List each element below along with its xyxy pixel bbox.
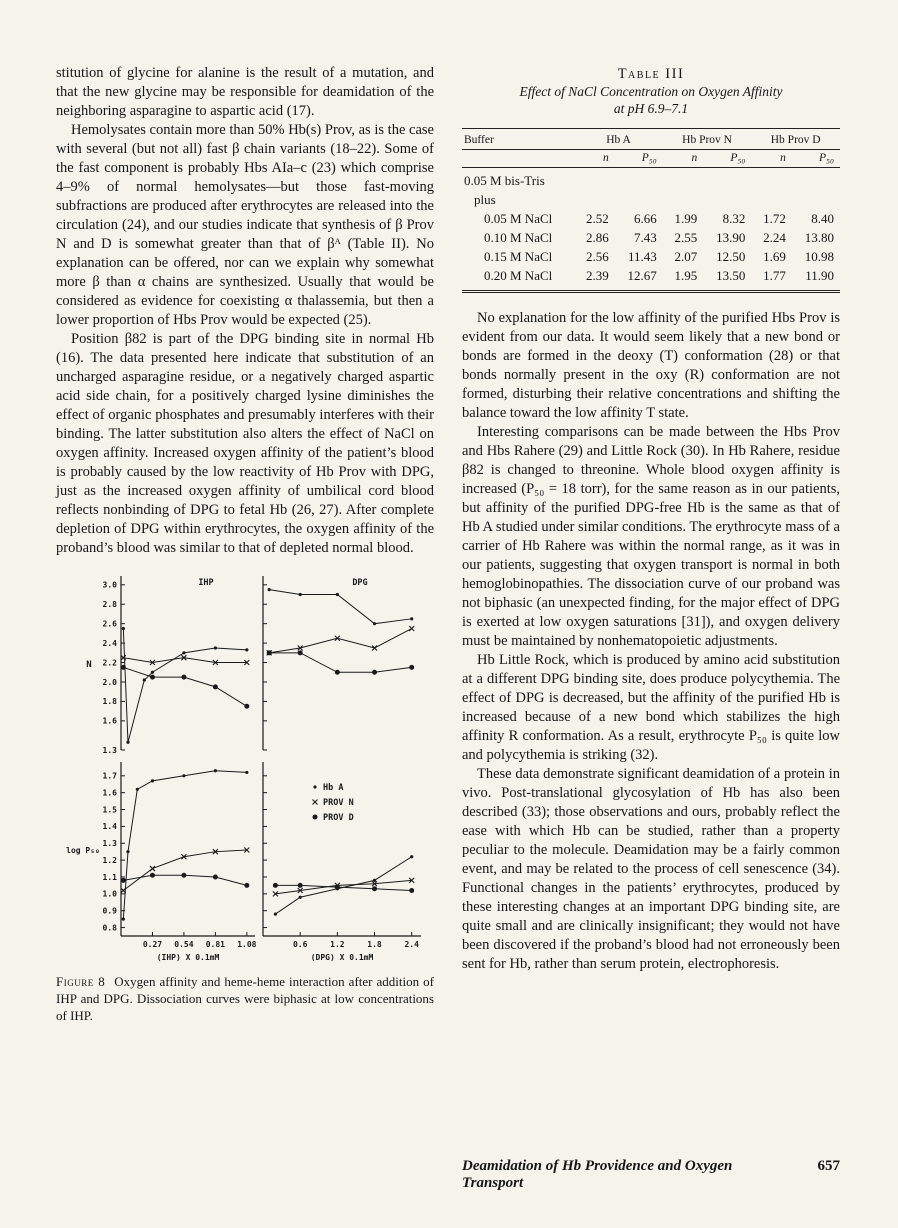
table-cell	[792, 190, 840, 209]
left-column	[56, 64, 434, 1192]
figure8-plot	[59, 564, 431, 970]
svg-text:Hb A: Hb A	[323, 783, 344, 793]
svg-text:(DPG) X 0.1mM: (DPG) X 0.1mM	[310, 953, 374, 962]
table-cell	[615, 168, 663, 191]
svg-text:0.27: 0.27	[142, 940, 163, 949]
table-row-label: 0.15 M NaCl	[484, 249, 553, 264]
paragraph: These data demonstrate significant deamidation of a protein in vivo. Post-translational glycosylation of Hb has also been described (33); those observations and ours, probably reflect the ease with which Hb can be studied, rather than a property peculiar to the molecule. Deamidation may be a fairly common event, and may be related to the process of cell senescence (34). Functional changes in the patients’ erythrocytes, produced by these interesting changes at an important DPG binding site, are quite small and are clinically insignificant; they would not have been discovered if the proband’s blood had not erroneously been sent for Hb, rather than serum protein, electrophoresis.	[462, 766, 840, 972]
table-row	[462, 228, 840, 247]
svg-text:1.3: 1.3	[102, 745, 117, 755]
svg-text:1.8: 1.8	[367, 940, 382, 949]
table-cell: 12.67	[627, 268, 657, 283]
figure8-caption-label: Figure 8	[56, 974, 106, 989]
subheader-p50-3: P₅₀	[792, 150, 840, 168]
table-cell	[574, 168, 615, 191]
subheader-p50-1: P₅₀	[615, 150, 663, 168]
table-3-sub-header-row	[462, 150, 840, 168]
table-cell: 11.90	[805, 268, 834, 283]
table-cell: 1.72	[763, 211, 786, 226]
svg-text:1.4: 1.4	[102, 822, 117, 832]
subheader-n-3: n	[751, 150, 792, 168]
table-3-subtitle-2: at pH 6.9–7.1	[613, 101, 689, 116]
col-header-hb-prov-d: Hb Prov D	[751, 129, 840, 150]
table-3-head	[462, 129, 840, 168]
svg-text:1.6: 1.6	[102, 716, 117, 726]
figure8-chart	[56, 564, 434, 970]
subheader-n-1: n	[574, 150, 615, 168]
figure8-caption-text: Oxygen affinity and heme-heme interaction after addition of IHP and DPG. Dissociation curves were biphasic at low concentrations of IHP.	[56, 974, 435, 1023]
col-header-buffer: Buffer	[462, 129, 574, 150]
table-cell: 12.50	[716, 249, 746, 264]
svg-text:0.8: 0.8	[102, 923, 117, 933]
table-cell: 2.56	[585, 249, 609, 264]
table-row	[462, 190, 840, 209]
table-cell: 13.50	[716, 268, 746, 283]
table-row-label: 0.10 M NaCl	[484, 230, 553, 245]
table-row	[462, 168, 840, 191]
table-cell: 10.98	[804, 249, 834, 264]
table-cell: 11.43	[628, 249, 657, 264]
svg-text:1.0: 1.0	[102, 889, 117, 899]
paragraph: Interesting comparisons can be made between the Hbs Prov and Hbs Rahere (29) and Little Rock (30). In Hb Rahere, residue β82 is changed to threonine. Whole blood oxygen affinity is increased (P₅₀ = 18 torr), for the same reason as in our patients, but affinity of the purified DPG-free Hb is the same as that of Hb A studied under similar conditions. The erythrocyte mass of a carrier of Hb Rahere was within the normal range, as it was in our patients, suggesting that oxygen transport is normal in both hemoglobinopathies. The dissociation curve of our proband was not biphasic (an unexpected finding, for the major effect of DPG is exerted at low oxygen saturations [31]), and oxygen delivery must be maintained by nonhematopoietic adjustments.	[462, 424, 840, 649]
table-cell	[703, 168, 751, 191]
svg-text:1.8: 1.8	[102, 697, 117, 707]
table-3-block	[462, 66, 840, 293]
svg-text:DPG: DPG	[352, 578, 368, 588]
running-footer	[462, 1142, 840, 1192]
svg-text:1.2: 1.2	[330, 940, 345, 949]
table-row-label: plus	[474, 192, 496, 207]
svg-text:2.4: 2.4	[404, 940, 419, 949]
svg-text:PROV D: PROV D	[323, 813, 354, 823]
paragraph: No explanation for the low affinity of the purified Hbs Prov is evident from our data. It would seem likely that a new bond or bonds are formed in the deoxy (T) conformation (28) or that bonds normally present in the oxy (R) conformation are not formed, disturbing their relative concentrations and shifting the balance toward the low affinity T state.	[462, 310, 840, 421]
svg-text:PROV N: PROV N	[323, 798, 354, 808]
table-cell	[751, 190, 792, 209]
table-cell: 1.95	[674, 268, 698, 283]
svg-text:2.0: 2.0	[102, 677, 117, 687]
col-header-hb-a: Hb A	[574, 129, 663, 150]
table-cell: 13.90	[716, 230, 746, 245]
table-row	[462, 266, 840, 292]
svg-text:3.0: 3.0	[102, 580, 117, 590]
svg-text:1.6: 1.6	[102, 788, 117, 798]
table-row-label: 0.05 M NaCl	[484, 211, 553, 226]
table-cell	[703, 190, 751, 209]
svg-text:IHP: IHP	[198, 578, 214, 588]
table-cell: 2.52	[585, 211, 609, 226]
paragraph-continuation: stitution of glycine for alanine is the result of a mutation, and that the new glycine may be responsible for deamidation of the neighboring asparagine to aspartic acid (17).	[56, 65, 434, 119]
figure8-caption	[56, 974, 434, 1024]
paragraph: Position β82 is part of the DPG binding site in normal Hb (16). The data presented here indicate that substitution of an uncharged asparagine residue, or a negatively charged aspartic acid side chain, for a positively charged lysine diminishes the effect of organic phosphates and presumably interferes with their binding. The latter substitution also alters the effect of NaCl on oxygen affinity. Increased oxygen affinity of the patient’s blood is probably caused by the low reactivity of Hb Prov with DPG, just as the increased oxygen affinity of umbilical cord blood reflects nonbinding of DPG to fetal Hb (26, 27). After complete depletion of DPG within erythrocytes, the oxygen affinity of the proband’s blood was similar to that of depleted normal blood.	[56, 331, 434, 556]
table-cell: 2.39	[585, 268, 609, 283]
svg-text:0.54: 0.54	[174, 940, 194, 949]
svg-text:2.8: 2.8	[102, 600, 117, 610]
table-cell	[792, 168, 840, 191]
svg-text:2.4: 2.4	[102, 638, 117, 648]
table-cell: 8.40	[811, 211, 834, 226]
table-cell: 7.43	[634, 230, 657, 245]
subheader-empty	[462, 150, 574, 168]
paragraph: Hb Little Rock, which is produced by amino acid substitution at a different DPG binding site, does produce polycythemia. The effect of DPG is decreased, but the affinity of the purified Hb is increased because of a new bond which stabilizes the high affinity R conformation. As a result, erythrocyte P₅₀ is quite low and polycythemia is striking (32).	[462, 652, 840, 763]
table-row-label: 0.20 M NaCl	[484, 268, 553, 283]
svg-text:1.2: 1.2	[102, 855, 117, 865]
svg-text:1.08: 1.08	[237, 940, 257, 949]
table-cell: 2.86	[585, 230, 609, 245]
running-title: Deamidation of Hb Providence and Oxygen Transport	[462, 1158, 733, 1191]
table-cell: 1.77	[763, 268, 786, 283]
table-row	[462, 247, 840, 266]
table-cell	[663, 168, 704, 191]
subheader-n-2: n	[663, 150, 704, 168]
table-cell: 8.32	[722, 211, 746, 226]
svg-text:N: N	[86, 660, 92, 670]
svg-text:0.9: 0.9	[102, 906, 117, 916]
table-cell	[751, 168, 792, 191]
col-header-hb-prov-n: Hb Prov N	[663, 129, 752, 150]
svg-text:2.2: 2.2	[102, 658, 117, 668]
svg-text:1.5: 1.5	[102, 805, 117, 815]
table-3	[462, 128, 840, 293]
table-row-label: 0.05 M bis-Tris	[464, 173, 545, 188]
table-cell: 2.24	[763, 230, 786, 245]
figure-8	[56, 564, 434, 1024]
svg-text:0.6: 0.6	[292, 940, 308, 949]
paragraph: Hemolysates contain more than 50% Hb(s) Prov, as is the case with several (but not all) fast β chain variants (18–22). Some of the fast component is probably Hbs AIa–c (23) which comprise 4–9% of normal hemolysates—but those fast-moving subfractions are produced after erythrocytes are released into the circulation (24), and our studies indicate that synthesis of β Prov N and D is somewhat greater than that of βᴬ (Table II). No explanation can be offered, nor can we explain why somewhat more β than α chains are synthesized. Usually that would be considered as evidence for coexisting α thalassemia, but then a lower proportion of Hbs Prov would be expected (25).	[56, 122, 434, 328]
right-column	[462, 64, 840, 1192]
svg-text:0.81: 0.81	[205, 940, 226, 949]
table-3-group-header-row	[462, 129, 840, 150]
table-cell: 13.80	[804, 230, 834, 245]
table-cell: 2.55	[674, 230, 698, 245]
table-cell: 6.66	[634, 211, 657, 226]
page-number: 657	[817, 1158, 840, 1174]
table-3-title: Table III	[617, 66, 685, 82]
table-cell	[574, 190, 615, 209]
table-3-body	[462, 168, 840, 292]
table-cell	[663, 190, 704, 209]
svg-text:1.7: 1.7	[102, 771, 117, 781]
table-cell: 1.69	[763, 249, 786, 264]
table-cell	[615, 190, 663, 209]
svg-text:log P₅₀: log P₅₀	[66, 846, 100, 855]
svg-text:(IHP) X 0.1mM: (IHP) X 0.1mM	[156, 953, 220, 962]
table-row	[462, 209, 840, 228]
subheader-p50-2: P₅₀	[703, 150, 751, 168]
table-cell: 2.07	[674, 249, 698, 264]
table-3-subtitle-1: Effect of NaCl Concentration on Oxygen Affinity	[519, 84, 783, 99]
svg-text:1.3: 1.3	[102, 839, 117, 849]
table-cell: 1.99	[674, 211, 698, 226]
svg-text:1.1: 1.1	[102, 872, 117, 882]
svg-text:2.6: 2.6	[102, 619, 117, 629]
